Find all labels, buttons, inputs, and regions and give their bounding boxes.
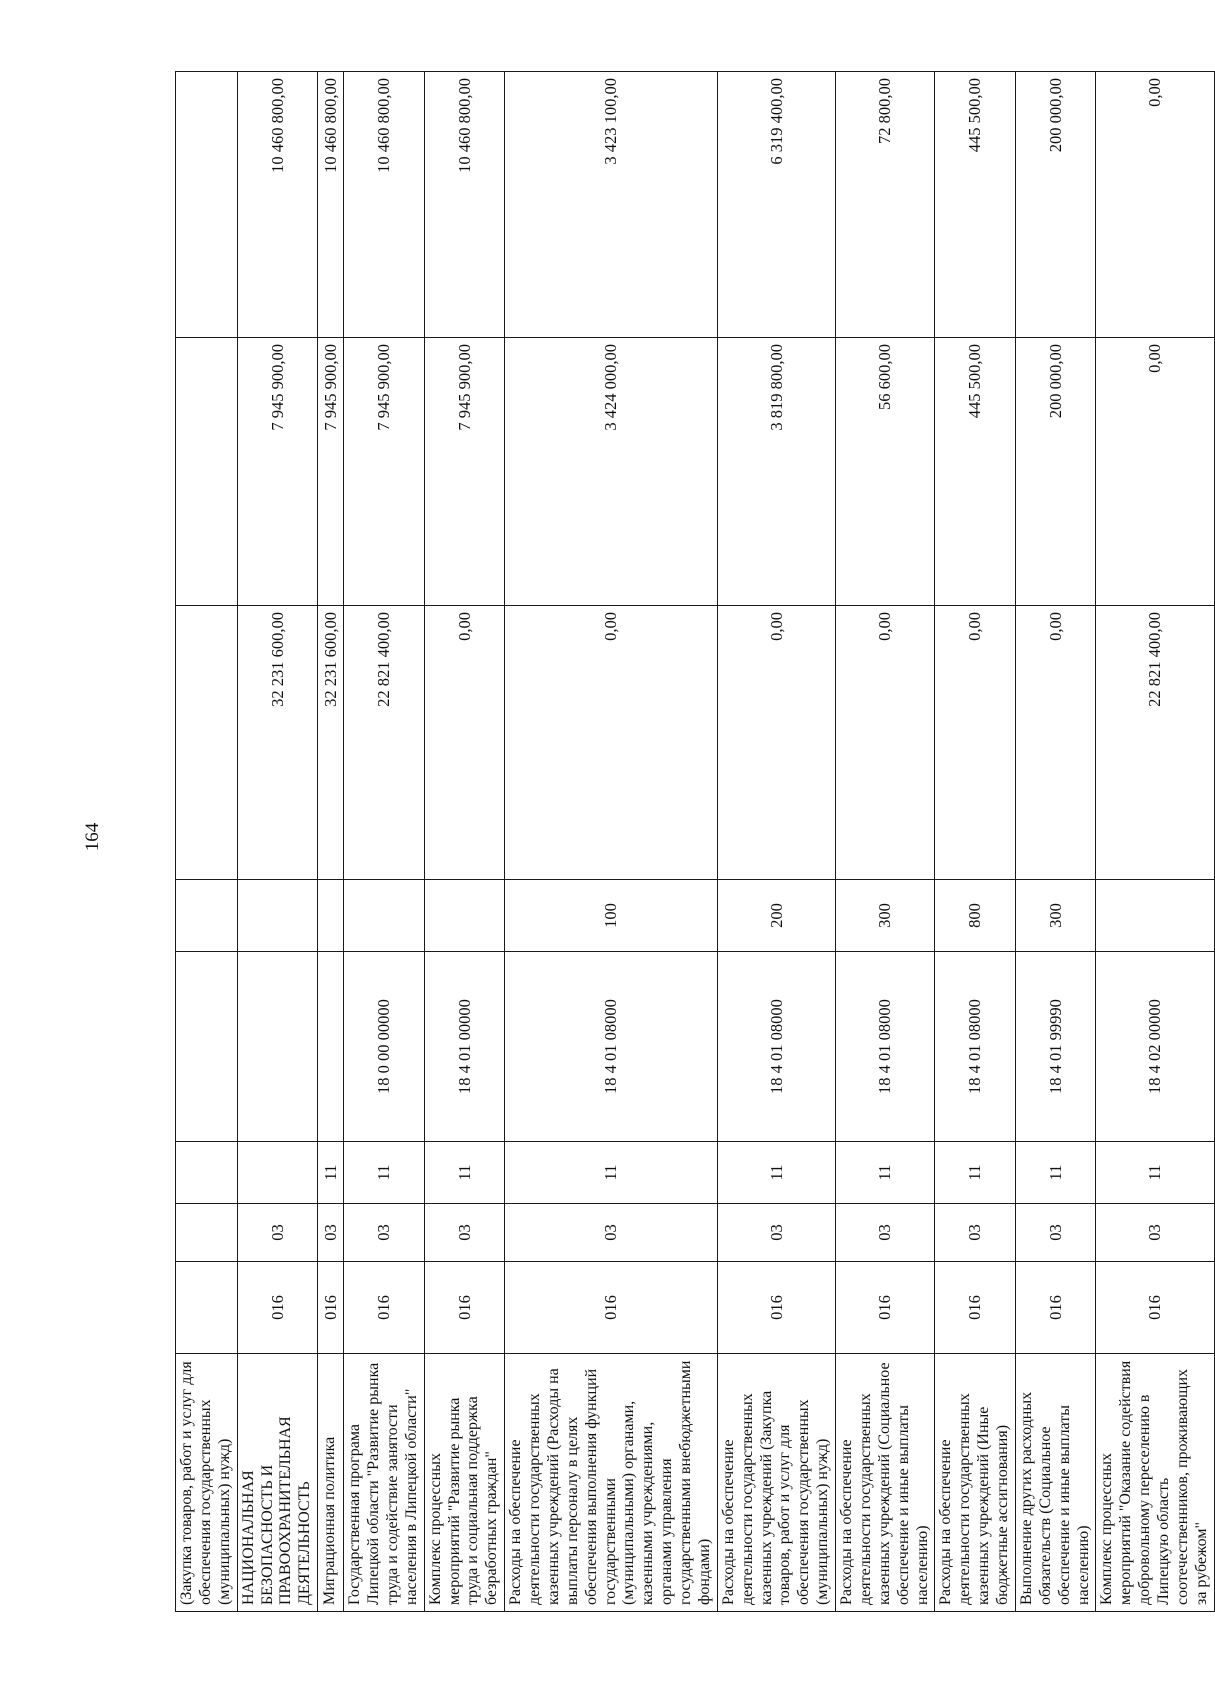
row-csr: 18 0 00 00000 [344,952,425,1142]
row-name: Расходы на обеспечение деятельности государственных казенных учреждений (Иные бюджетные ассигнования) [935,1354,1016,1612]
row-pr: 11 [836,1142,935,1204]
page-number: 164 [82,822,103,852]
row-name: Выполнение других расходных обязательств (Социальное обеспечение и иные выплаты населению) [1015,1354,1096,1612]
row-name: НАЦИОНАЛЬНАЯ БЕЗОПАСНОСТЬ И ПРАВООХРАНИТЕЛЬНАЯ ДЕЯТЕЛЬНОСТЬ [237,1354,318,1612]
row-name: Расходы на обеспечение деятельности государственных казенных учреждений (Социальное обеспечение и иные выплаты населению) [836,1354,935,1612]
row-rz: 03 [836,1204,935,1262]
row-gr [176,1262,238,1354]
row-gr: 016 [935,1262,1016,1354]
row-csr: 18 4 02 00000 [1096,952,1214,1142]
row-csr [237,952,318,1142]
row-sum-2: 7 945 900,00 [318,338,344,606]
row-pr: 11 [717,1142,835,1204]
row-vr: 300 [1015,880,1096,952]
row-csr: 18 4 01 08000 [505,952,718,1142]
row-name: Государственная програма Липецкой области "Развитие рынка труда и содействие занятости населения в Липецкой области" [344,1354,425,1612]
row-sum-1: 0,00 [836,606,935,880]
row-csr: 18 4 01 08000 [717,952,835,1142]
row-vr [1096,880,1214,952]
row-pr: 11 [344,1142,425,1204]
table-row [237,72,318,1612]
row-sum-2: 0,00 [1096,338,1214,606]
row-gr: 016 [344,1262,425,1354]
row-sum-2: 200 000,00 [1015,338,1096,606]
row-vr [237,880,318,952]
row-sum-2: 3 819 800,00 [717,338,835,606]
row-sum-3: 3 423 100,00 [505,72,718,338]
row-rz: 03 [318,1204,344,1262]
table-body [176,72,1215,1612]
row-csr [318,952,344,1142]
row-pr: 11 [318,1142,344,1204]
row-gr: 016 [505,1262,718,1354]
row-vr: 100 [505,880,718,952]
table-row [424,72,505,1612]
row-pr [237,1142,318,1204]
row-name: Миграционная политика [318,1354,344,1612]
row-sum-2: 7 945 900,00 [344,338,425,606]
row-sum-3 [176,72,238,338]
table-row [935,72,1016,1612]
row-sum-1: 0,00 [935,606,1016,880]
row-csr: 18 4 01 99990 [1015,952,1096,1142]
row-sum-2: 445 500,00 [935,338,1016,606]
row-rz: 03 [717,1204,835,1262]
row-csr: 18 4 01 00000 [424,952,505,1142]
row-sum-2: 56 600,00 [836,338,935,606]
row-sum-1 [176,606,238,880]
rotated-table-container [175,72,1210,1612]
table-row [176,72,238,1612]
row-rz: 03 [1015,1204,1096,1262]
row-gr: 016 [1015,1262,1096,1354]
table-row [344,72,425,1612]
row-gr: 016 [237,1262,318,1354]
row-rz: 03 [237,1204,318,1262]
row-vr [344,880,425,952]
row-sum-1: 22 821 400,00 [1096,606,1214,880]
row-csr [176,952,238,1142]
row-sum-1: 22 821 400,00 [344,606,425,880]
row-sum-3: 0,00 [1096,72,1214,338]
row-pr: 11 [1015,1142,1096,1204]
table-row [836,72,935,1612]
row-gr: 016 [717,1262,835,1354]
table-row [318,72,344,1612]
row-pr: 11 [424,1142,505,1204]
row-sum-2 [176,338,238,606]
row-sum-3: 445 500,00 [935,72,1016,338]
row-rz [176,1204,238,1262]
row-sum-3: 72 800,00 [836,72,935,338]
row-name: Расходы на обеспечение деятельности государственных казенных учреждений (Расходы на выплаты персоналу в целях обеспечения выполнения функций государственными (муниципальными) органами, казенными учреждениями, органами управления государственными внебюджетными фондами) [505,1354,718,1612]
row-rz: 03 [1096,1204,1214,1262]
row-sum-1: 32 231 600,00 [237,606,318,880]
row-sum-3: 10 460 800,00 [318,72,344,338]
row-sum-1: 0,00 [717,606,835,880]
table-row [1015,72,1096,1612]
row-name: Расходы на обеспечение деятельности государственных казенных учреждений (Закупка товаров, работ и услуг для обеспечения государственных (муниципальных) нужд) [717,1354,835,1612]
row-name: Комплекс процессных мероприятий "Развитие рынка труда и социальная поддержка безработных граждан" [424,1354,505,1612]
row-gr: 016 [836,1262,935,1354]
row-name: (Закупка товаров, работ и услуг для обеспечения государственных (муниципальных) нужд) [176,1354,238,1612]
row-sum-1: 0,00 [505,606,718,880]
row-pr [176,1142,238,1204]
row-gr: 016 [318,1262,344,1354]
row-rz: 03 [935,1204,1016,1262]
row-sum-3: 200 000,00 [1015,72,1096,338]
row-sum-3: 10 460 800,00 [424,72,505,338]
row-vr: 800 [935,880,1016,952]
row-sum-2: 7 945 900,00 [237,338,318,606]
row-vr: 300 [836,880,935,952]
row-name: Комплекс процессных мероприятий "Оказание содействия добровольному переселению в Липецкую область соотечественников, проживающих за рубежом" [1096,1354,1214,1612]
row-pr: 11 [1096,1142,1214,1204]
row-csr: 18 4 01 08000 [935,952,1016,1142]
row-pr: 11 [935,1142,1016,1204]
row-sum-3: 6 319 400,00 [717,72,835,338]
row-vr [176,880,238,952]
row-sum-3: 10 460 800,00 [237,72,318,338]
row-gr: 016 [1096,1262,1214,1354]
row-gr: 016 [424,1262,505,1354]
row-rz: 03 [505,1204,718,1262]
row-sum-1: 32 231 600,00 [318,606,344,880]
row-sum-2: 3 424 000,00 [505,338,718,606]
table-row [717,72,835,1612]
row-vr [424,880,505,952]
row-csr: 18 4 01 08000 [836,952,935,1142]
row-sum-3: 10 460 800,00 [344,72,425,338]
budget-table [175,71,1215,1612]
table-row [505,72,718,1612]
row-vr [318,880,344,952]
row-vr: 200 [717,880,835,952]
row-sum-1: 0,00 [424,606,505,880]
row-sum-1: 0,00 [1015,606,1096,880]
table-row [1096,72,1214,1612]
row-sum-2: 7 945 900,00 [424,338,505,606]
row-rz: 03 [344,1204,425,1262]
row-rz: 03 [424,1204,505,1262]
row-pr: 11 [505,1142,718,1204]
